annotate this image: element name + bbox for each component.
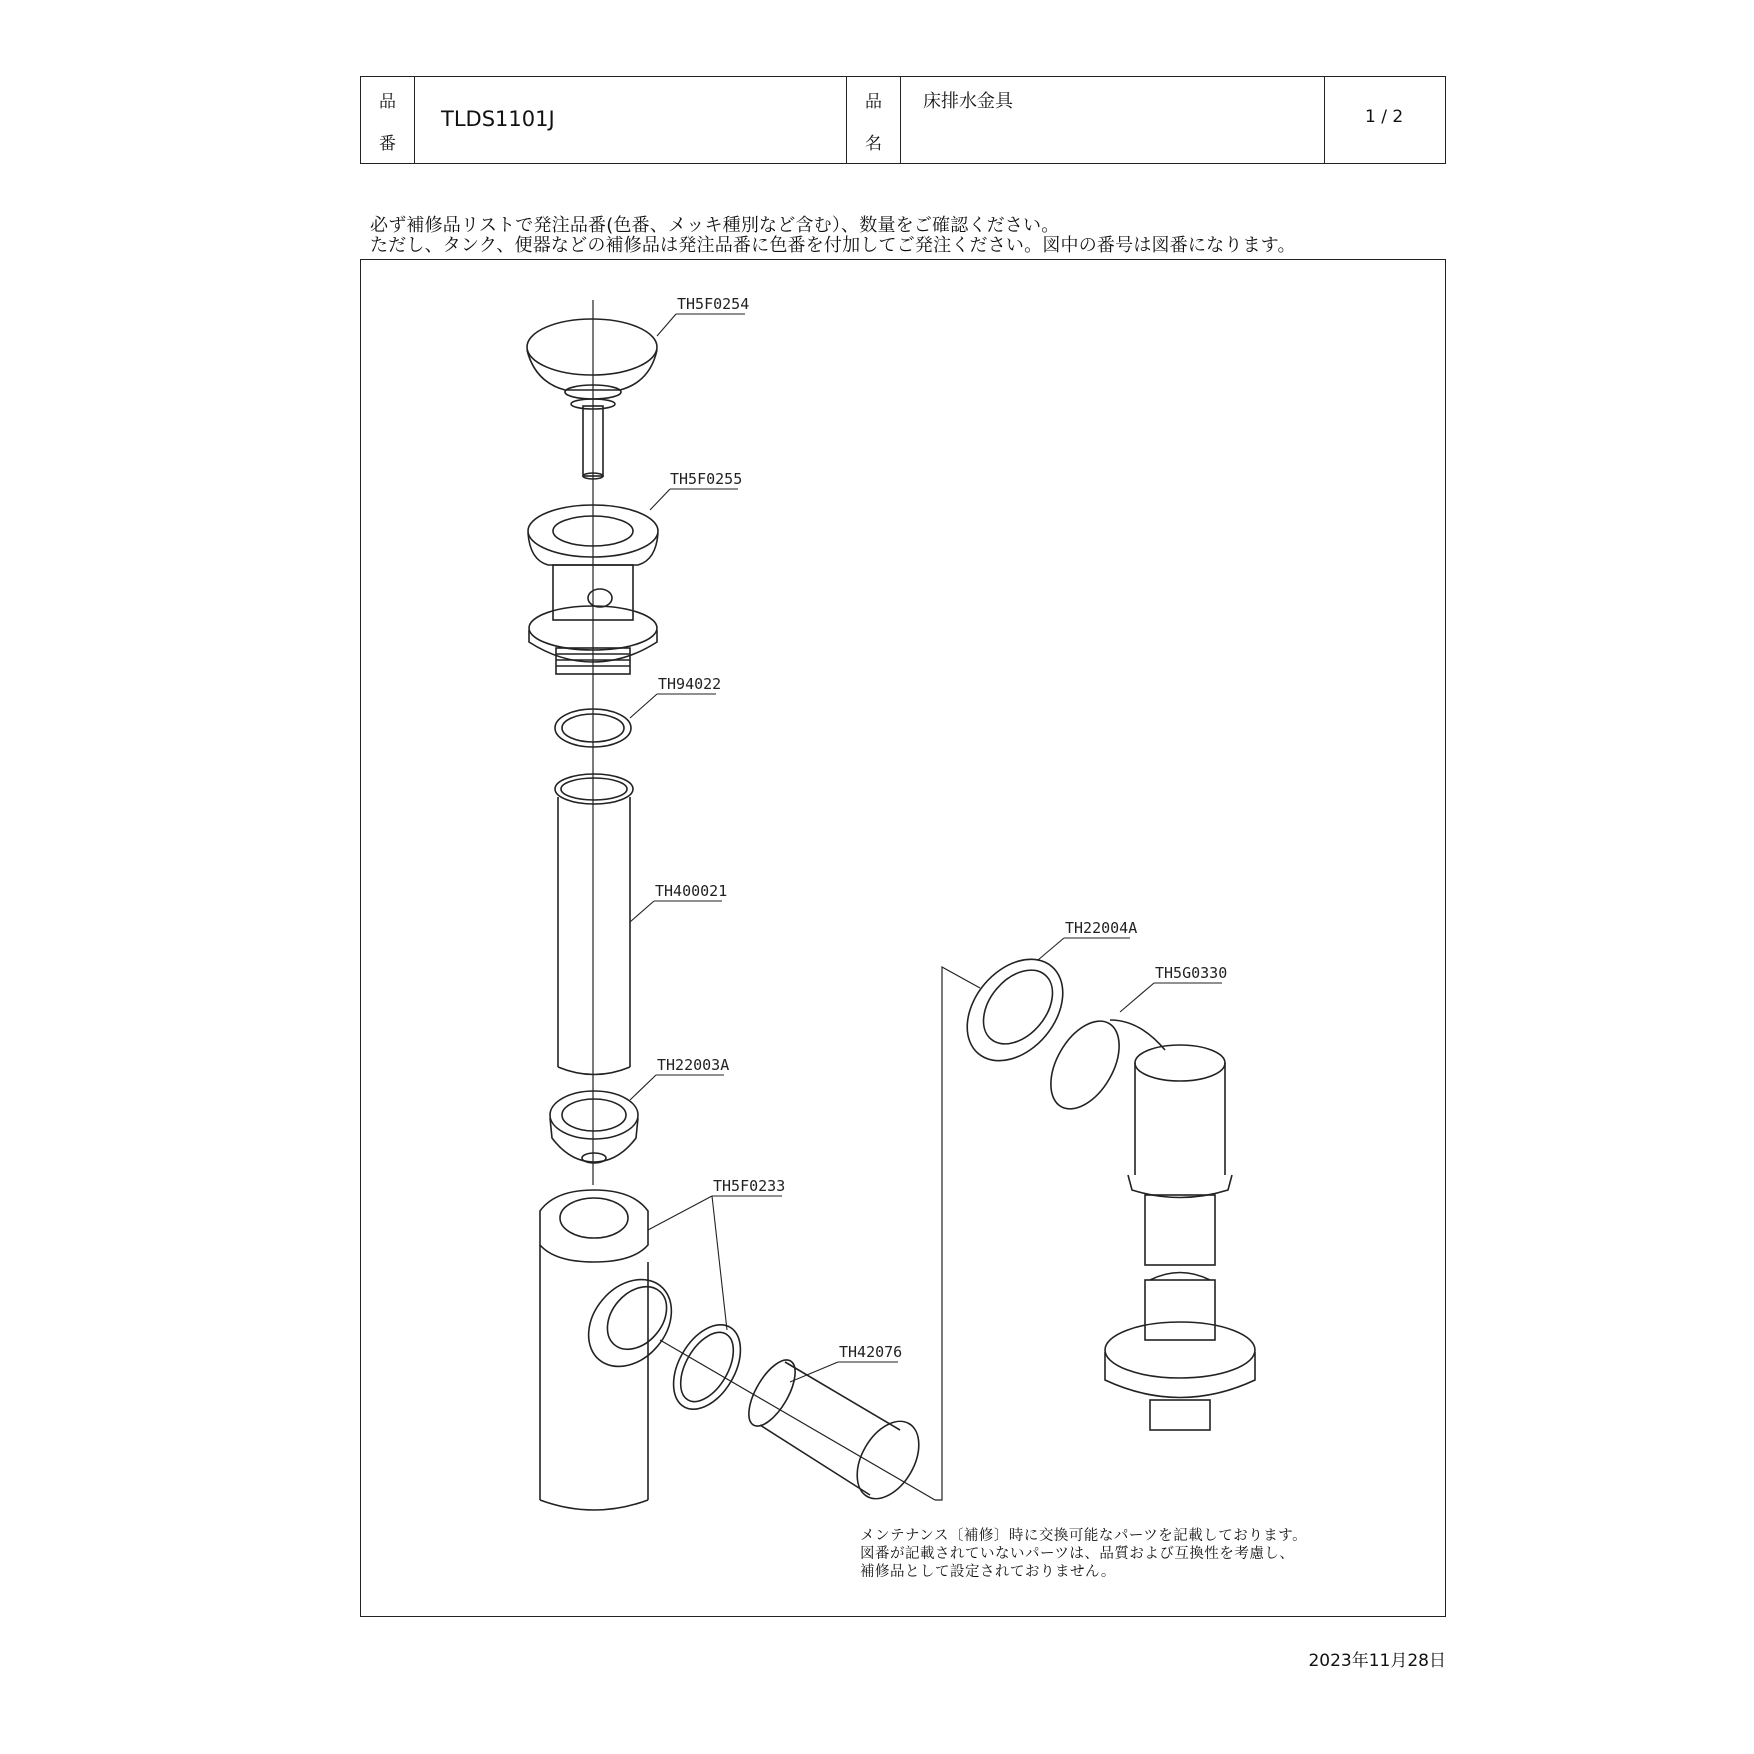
outlet-pipe-part [740, 1353, 932, 1509]
notice-line-1: 必ず補修品リストで発注品番(色番、メッキ種別など含む）、数量をご確認ください。 [370, 215, 1060, 236]
part-number-label-char-1: 品 [379, 92, 396, 112]
right-slip-nut-part [948, 941, 1083, 1080]
footnote-line-2: 図番が記載されていないパーツは、品質および互換性を考慮し、 [860, 1546, 1295, 1562]
product-name-value: 床排水金具 [923, 91, 1013, 112]
footnote-line-1: メンテナンス〔補修〕時に交換可能なパーツを記載しております。 [860, 1528, 1308, 1544]
part-number-value: TLDS1101J [441, 107, 555, 131]
floor-elbow-part [1037, 1009, 1255, 1430]
label-TH5F0255: TH5F0255 [670, 470, 743, 488]
part-number-label-char-2: 番 [379, 134, 396, 154]
label-TH400021: TH400021 [655, 882, 728, 900]
issue-date: 2023年11月28日 [1308, 1651, 1446, 1671]
label-TH5G0330: TH5G0330 [1155, 964, 1228, 982]
notice-line-2: ただし、タンク、便器などの補修品は発注品番に色番を付加してご発注ください。図中の番号は図番になります。 [370, 235, 1296, 256]
part-labels [630, 295, 1227, 1382]
product-name-label-char-2: 名 [865, 134, 882, 154]
label-TH42076: TH42076 [839, 1343, 903, 1361]
slip-nut-part [550, 1091, 638, 1163]
label-TH5F0233: TH5F0233 [713, 1177, 786, 1195]
label-TH5F0254: TH5F0254 [677, 295, 750, 313]
footnote-line-3: 補修品として設定されておりません。 [860, 1564, 1116, 1580]
pop-up-cap-part [527, 319, 657, 479]
tail-pipe-part [555, 774, 633, 1075]
label-TH22004A: TH22004A [1065, 919, 1138, 937]
label-TH22003A: TH22003A [657, 1056, 730, 1074]
product-name-label-char-1: 品 [865, 92, 882, 112]
page-indicator: 1 / 2 [1365, 107, 1404, 127]
label-TH94022: TH94022 [658, 675, 722, 693]
